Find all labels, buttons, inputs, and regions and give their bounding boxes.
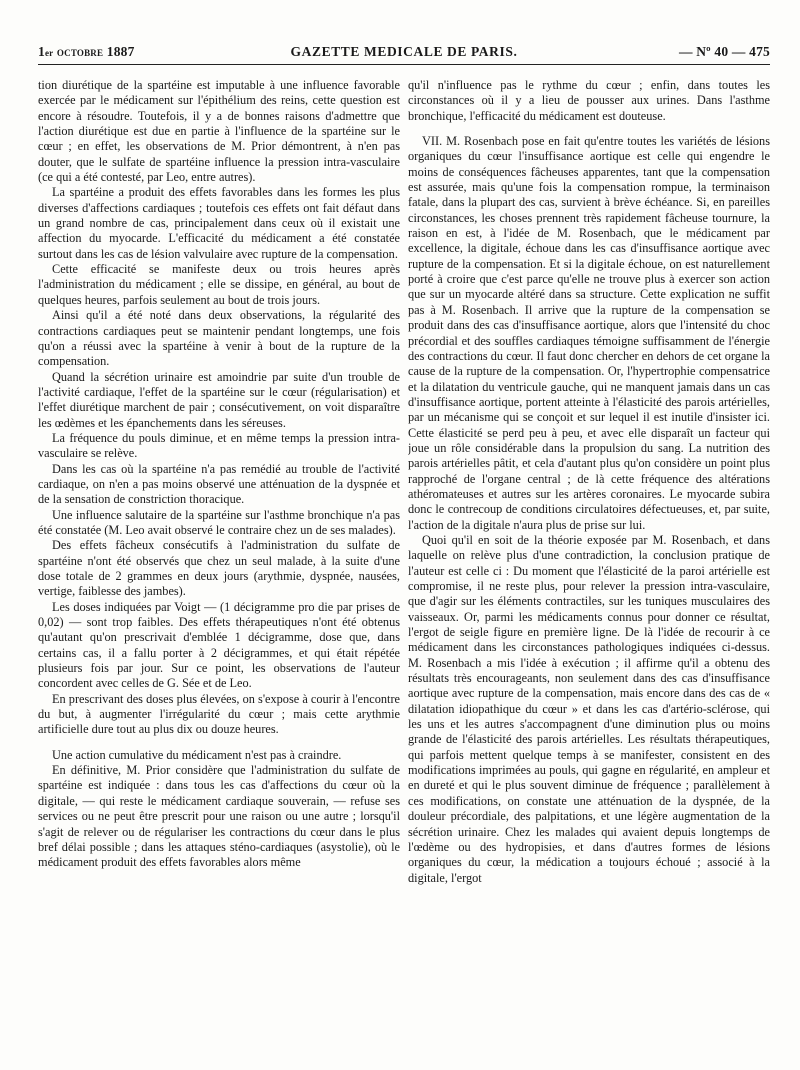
date-day: 1 — [38, 44, 45, 59]
right-column — [408, 78, 770, 1062]
paragraph: qu'il n'influence pas le rythme du cœur ; enfin, dans toutes les circonstances où il y a lieu de pousser aux urines. Dans l'asthme bronchique, l'efficacité du médicament est douteuse. — [408, 78, 770, 123]
paragraph-section-vii: VII. M. Rosenbach pose en fait qu'entre toutes les variétés de lésions organiques du cœur l'insuffisance aortique est celle qui engendre le moins de conséquences fâcheuses apparentes, tant que la compensation est assurée, mais qu'une fois la compensation rompue, la terminaison fatale, dans la plupart des cas, survient à brève échéance. Si, en pareilles circonstances, les choses prennent très rapidement fâcheuse tournure, la raison en est, à l'idée de M. Rosenbach, que le médicament par excellence, la digitale, échoue dans les cas d'insuffisance aortique avec rupture de la compensation. Et si la digitale échoue, on est naturellement porté à croire que c'est parce qu'elle ne trouve plus à exercer son action que sur un myocarde altéré dans sa structure. Cette explication ne suffit pas à M. Rosenbach. Il arrive que la rupture de la compensation se produit dans des cas d'insuffisance aortique, alors que l'intensité du choc précordial et des souffles cardiaques témoigne suffisamment de l'énergie des contractions du cœur. Il faut donc chercher en dehors de cet organe la cause de la rupture de la compensation. Or, l'hypertrophie compensatrice et la dilatation du ventricule gauche, qui ne manquent jamais dans un cas d'insuffisance aortique, portent atteinte à l'élasticité des parois artérielles, par un mécanisme qui se conçoit et sur lequel il est inutile d'insister ici. Cette élasticité se perd peu à peu, et avec elle disparaît un facteur qui joue un rôle considérable dans la propulsion du sang. La nutrition des parois artérielles pâtit, et cela d'autant plus qu'on considère un point plus rapproché de l'organe central ; de là cette fréquence des altérations athéromateuses et autres sur les artères coronaires. Le myocarde subira donc le contrecoup de conditions circulatoires défectueuses, et, par suite, l'action de la digitale n'aura plus de prise sur lui. — [408, 134, 770, 532]
paragraph: Quoi qu'il en soit de la théorie exposée par M. Rosenbach, et dans laquelle on relève plus d'une contradiction, la conclusion pratique de l'auteur est celle ci : Du moment que l'élasticité de la paroi artérielle est compromise, il ne reste plus, pour relever la pression intra-vasculaire, que d'agir sur les éléments contractiles, sur les tuniques musculaires des vaisseaux. Or, parmi les médicaments connus pour donner ce résultat, l'ergot de seigle figure en première ligne. De là l'idée de recourir à ce médicament dans les circonstances pathologiques indiquées ci-dessus. M. Rosenbach a mis l'idée à exécution ; il affirme qu'il a obtenu des résultats très encourageants, non seulement dans des cas d'insuffisance aortique avec rupture de la compensation, mais encore dans des cas de « dilatation idiopathique du cœur » et dans les cas d'artério-sclérose, qui les uns et les autres s'accompagnent d'une diminution plus ou moins grande de l'élasticité des parois artérielles. Les résultats thérapeutiques, qui parfois mettent quelque temps à se manifester, consistent en des modifications imprimées au pouls, qui gagne en régularité, en ampleur et en dureté et qui le plus souvent diminue de fréquence ; parallèlement à ces modifications, on constate une atténuation de la dyspnée, de la douleur précordiale, des palpitations, et une légère augmentation de la sécrétion urinaire. Chez les malades qui avaient depuis longtemps de l'œdème ou des hydropisies, et dans d'autres formes de lésions organiques du cœur, la médication a toujours échoué ; associé à la digitale, l'ergot — [408, 532, 770, 885]
paragraph: Quand la sécrétion urinaire est amoindrie par suite d'un trouble de l'activité cardiaque, l'effet de la spartéine sur le cœur (régularisation) et l'effet diurétique marchent de pair ; consécutivement, on voit disparaître les œdèmes et les épanchements dans les séreuses. — [38, 369, 400, 430]
paragraph: La fréquence du pouls diminue, et en même temps la pression intra-vasculaire se relève. — [38, 430, 400, 461]
paragraph: En définitive, M. Prior considère que l'administration du sulfate de spartéine est indiquée : dans tous les cas d'affections du cœur où la digitale, — qui reste le médicament cardiaque souverain, — refuse ses services ou ne peut être prescrit pour une raison ou une autre ; lorsqu'il s'agit de relever ou de régulariser les contractions du cœur dans le plus bref délai possible ; dans les attaques sténo-cardiaques (asystolie), où le médicament produit des effets favorables alors même — [38, 763, 400, 870]
paragraph: Une action cumulative du médicament n'est pas à craindre. — [52, 747, 342, 762]
paragraph: tion diurétique de la spartéine est imputable à une influence favorable exercée par le médicament sur l'épithélium des reins, cette question est encore à résoudre. Toutefois, il y a de bonnes raisons d'admettre que l'action diurétique est due en partie à l'influence de la spartéine sur le cœur ; en effet, les observations de M. Prior démontrent, à n'en pas douter, que le sulfate de spartéine influence la pression intra-vasculaire (ce qui a été contesté, par Leo, entre autres). — [38, 78, 400, 185]
paragraph: Dans les cas où la spartéine n'a pas remédié au trouble de l'activité cardiaque, on n'en a pas moins observé une atténuation de la dyspnée et de la sensation de constriction thoracique. — [38, 461, 400, 507]
paragraph: Cette efficacité se manifeste deux ou trois heures après l'administration du médicament ; elle se dissipe, en général, au bout de quelques heures, parfois seulement au bout de trois jours. — [38, 262, 400, 307]
paragraph: Des effets fâcheux consécutifs à l'administration du sulfate de spartéine n'ont été observés que chez un seul malade, à la suite d'une dose totale de 2 grammes en deux jours (arythmie, dyspnée, nausées, vertige, faiblesse des jambes). — [38, 538, 400, 599]
text-columns — [38, 78, 770, 1062]
issue-and-page-number: — Nº 40 — 475 — [678, 44, 770, 59]
left-column — [38, 78, 400, 1062]
date-year: 1887 — [106, 44, 135, 59]
paragraph: Ainsi qu'il a été noté dans deux observations, la régularité des contractions cardiaques peut se maintenir pendant longtemps, une fois qu'on a réussi avec la spartéine à venir à bout de la rupture de la compensation. — [38, 308, 400, 369]
header-rule — [38, 64, 770, 65]
paragraph: En prescrivant des doses plus élevées, on s'expose à courir à l'encontre du but, à augmenter l'irrégularité du cœur ; mais cette arythmie artificielle dure tout au plus dix ou douze heures. — [38, 691, 400, 737]
journal-title: GAZETTE MEDICALE DE PARIS. — [290, 44, 518, 59]
paragraph: La spartéine a produit des effets favorables dans les formes les plus diverses d'affections cardiaques ; toutefois ces effets ont fait défaut dans un grand nombre de cas, principalement dans ceux où il existait une affection du myocarde. L'efficacité du médicament a été constatée surtout dans les cas de lésion valvulaire avec rupture de la compensation. — [38, 185, 400, 261]
paragraph: Une influence salutaire de la spartéine sur l'asthme bronchique n'a pas été constatée (M. Leo avait observé le contraire chez un de ses malades). — [38, 507, 400, 537]
date-month: OCTOBRE — [56, 48, 104, 58]
date-day-suffix: er — [44, 48, 54, 58]
paragraph: Les doses indiquées par Voigt — (1 décigramme pro die par prises de 0,02) — sont trop faibles. Des effets thérapeutiques n'ont été obtenus qu'autant qu'on prescrivait d'emblée 1 décigramme, dose que, dans certains cas, il a fallu porter à 2 décigrammes, et qui était répétée plusieurs fois par jour. Sur ce point, les observations de l'auteur concordent avec celles de G. Sée et de Leo. — [38, 599, 400, 691]
page-header — [38, 44, 770, 66]
